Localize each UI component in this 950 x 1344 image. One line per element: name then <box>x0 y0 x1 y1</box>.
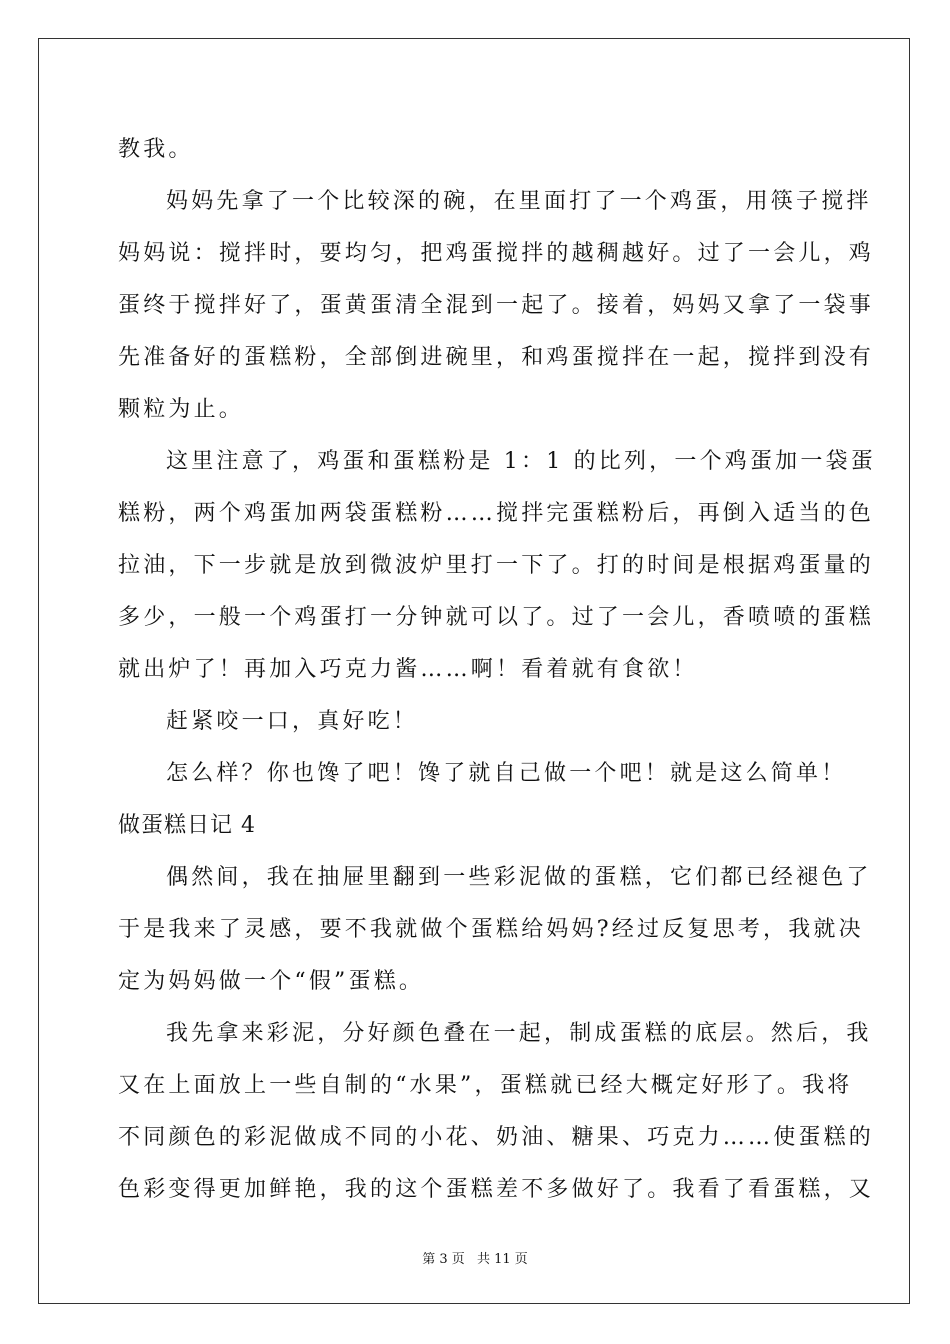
text-line: 于是我来了灵感，要不我就做个蛋糕给妈妈?经过反复思考，我就决 <box>118 917 864 942</box>
document-body <box>118 124 876 1216</box>
page-total: 共 11 页 <box>476 1252 528 1267</box>
text-line: 就出炉了！再加入巧克力酱……啊！看着就有食欲！ <box>118 657 698 682</box>
text-line: 教我。 <box>118 137 194 162</box>
text-line: 蛋终于搅拌好了，蛋黄蛋清全混到一起了。接着，妈妈又拿了一袋事 <box>118 293 875 318</box>
page-footer <box>0 1248 950 1267</box>
text-line: 偶然间，我在抽屉里翻到一些彩泥做的蛋糕，它们都已经褪色了 <box>166 865 872 890</box>
text-line: 妈妈先拿了一个比较深的碗，在里面打了一个鸡蛋，用筷子搅拌 <box>166 189 872 214</box>
text-line: 多少，一般一个鸡蛋打一分钟就可以了。过了一会儿，香喷喷的蛋糕 <box>118 605 875 630</box>
text-line: 又在上面放上一些自制的“水果”，蛋糕就已经大概定好形了。我将 <box>118 1073 853 1098</box>
page-number: 第 3 页 <box>422 1252 465 1267</box>
text-line: 赶紧咬一口，真好吃！ <box>166 709 419 734</box>
text-line: 定为妈妈做一个“假”蛋糕。 <box>118 969 425 994</box>
text-line: 先准备好的蛋糕粉，全部倒进碗里，和鸡蛋搅拌在一起，搅拌到没有 <box>118 345 875 370</box>
text-line: 糕粉，两个鸡蛋加两袋蛋糕粉……搅拌完蛋糕粉后，再倒入适当的色 <box>118 501 875 526</box>
text-line: 色彩变得更加鲜艳，我的这个蛋糕差不多做好了。我看了看蛋糕，又 <box>118 1177 875 1202</box>
text-line: 怎么样？你也馋了吧！馋了就自己做一个吧！就是这么简单！ <box>166 761 847 786</box>
text-line: 妈妈说：搅拌时，要均匀，把鸡蛋搅拌的越稠越好。过了一会儿，鸡 <box>118 241 875 266</box>
text-line: 拉油，下一步就是放到微波炉里打一下了。打的时间是根据鸡蛋量的 <box>118 553 875 578</box>
text-line: 不同颜色的彩泥做成不同的小花、奶油、糖果、巧克力……使蛋糕的 <box>118 1125 875 1150</box>
text-line: 我先拿来彩泥，分好颜色叠在一起，制成蛋糕的底层。然后，我 <box>166 1021 872 1046</box>
text-line: 颗粒为止。 <box>118 397 245 422</box>
text-line: 这里注意了，鸡蛋和蛋糕粉是 1：1 的比列，一个鸡蛋加一袋蛋 <box>166 449 876 474</box>
section-heading: 做蛋糕日记 4 <box>118 813 256 838</box>
